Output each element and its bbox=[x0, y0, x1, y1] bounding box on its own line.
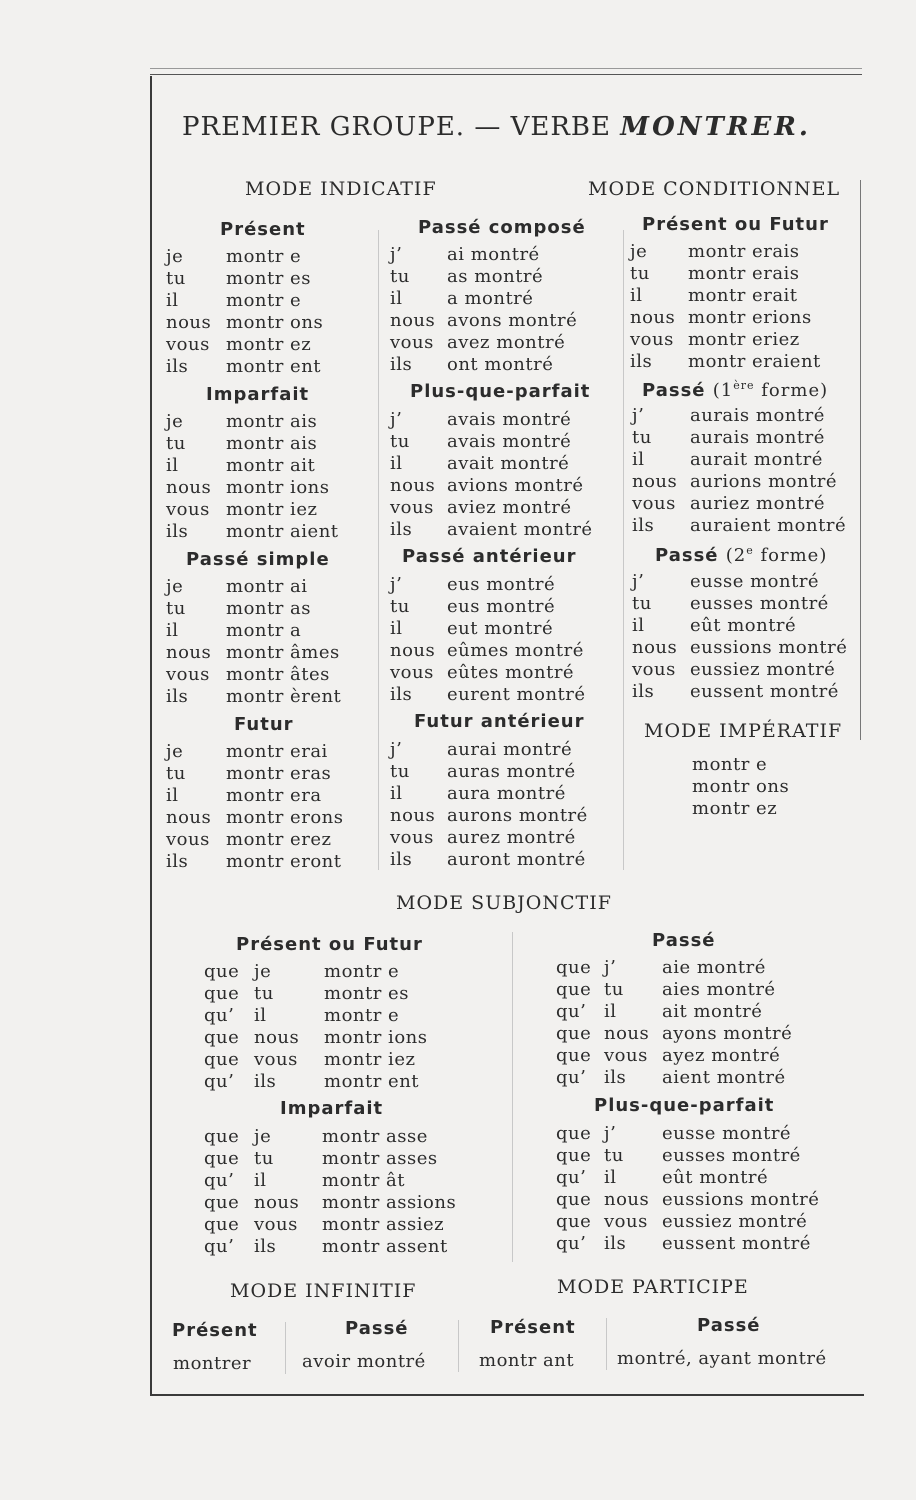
verb-form: montr ât bbox=[322, 1170, 406, 1191]
verb-form: montr eront bbox=[226, 851, 342, 872]
pronoun: nous bbox=[604, 1023, 650, 1044]
right-rule bbox=[860, 180, 861, 740]
top-rule bbox=[150, 74, 862, 75]
participe-passe-value bbox=[617, 1348, 827, 1370]
infinitif-present-label: Présent bbox=[172, 1320, 258, 1341]
passe2-note-open: (2 bbox=[725, 545, 747, 566]
page-title bbox=[182, 112, 811, 142]
pronoun: que bbox=[556, 1023, 592, 1044]
pronoun: vous bbox=[254, 1214, 298, 1235]
pronoun: il bbox=[632, 615, 645, 636]
pronoun: il bbox=[604, 1001, 617, 1022]
pronoun: nous bbox=[390, 640, 436, 661]
top-rule-thin bbox=[150, 68, 862, 69]
pronoun: tu bbox=[390, 596, 410, 617]
pronoun: il bbox=[390, 288, 403, 309]
pronoun: ils bbox=[604, 1067, 627, 1088]
tense-futur: Futur bbox=[234, 714, 294, 735]
verb-form: aurais montré bbox=[690, 405, 825, 426]
pronoun: il bbox=[390, 783, 403, 804]
mode-conditionnel-heading: MODE CONDITIONNEL bbox=[588, 178, 841, 200]
verb-form: avions montré bbox=[447, 475, 584, 496]
passe2-label: Passé bbox=[655, 545, 719, 566]
pronoun: tu bbox=[166, 268, 186, 289]
verb-form: eussions montré bbox=[690, 637, 848, 658]
verb-form: aurais montré bbox=[690, 427, 825, 448]
pronoun: tu bbox=[632, 593, 652, 614]
verb-form: eussent montré bbox=[662, 1233, 811, 1254]
pronoun: que bbox=[204, 1049, 240, 1070]
pronoun: qu’ bbox=[556, 1233, 587, 1254]
tense-passe-conditionnel-1 bbox=[642, 379, 828, 401]
pronoun: je bbox=[166, 246, 184, 267]
pronoun: il bbox=[390, 618, 403, 639]
pronoun: que bbox=[556, 1211, 592, 1232]
passe1-note-open: (1 bbox=[712, 380, 734, 401]
verb-form: avez montré bbox=[447, 332, 566, 353]
verb-form: ai montré bbox=[447, 244, 540, 265]
verb-form: montr es bbox=[226, 268, 311, 289]
pronoun: j’ bbox=[390, 244, 403, 265]
pronoun: il bbox=[390, 453, 403, 474]
verb-form: montr e bbox=[226, 290, 302, 311]
pronoun: que bbox=[204, 961, 240, 982]
pronoun: il bbox=[166, 785, 179, 806]
pronoun: que bbox=[204, 1148, 240, 1169]
pronoun: qu’ bbox=[204, 1005, 235, 1026]
pronoun: ils bbox=[604, 1233, 627, 1254]
column-divider-2 bbox=[623, 230, 624, 870]
verb-form: avais montré bbox=[447, 409, 572, 430]
pronoun: tu bbox=[604, 1145, 624, 1166]
pronoun: ils bbox=[390, 849, 413, 870]
pronoun: je bbox=[166, 576, 184, 597]
verb-form: montr asse bbox=[322, 1126, 428, 1147]
column-divider-1 bbox=[378, 230, 379, 870]
pronoun: vous bbox=[604, 1211, 648, 1232]
pronoun: que bbox=[204, 983, 240, 1004]
verb-form: auraient montré bbox=[690, 515, 847, 536]
pronoun: ils bbox=[166, 686, 189, 707]
verb-form: montr erez bbox=[226, 829, 332, 850]
mode-indicatif-heading: MODE INDICATIF bbox=[245, 178, 437, 200]
pronoun: il bbox=[166, 620, 179, 641]
pronoun: j’ bbox=[390, 409, 403, 430]
pronoun: tu bbox=[254, 983, 274, 1004]
mode-subjonctif-heading: MODE SUBJONCTIF bbox=[396, 892, 612, 914]
verb-form: auriez montré bbox=[690, 493, 826, 514]
verb-form: aurons montré bbox=[447, 805, 588, 826]
verb-form: montr asses bbox=[322, 1148, 438, 1169]
pronoun: ils bbox=[166, 521, 189, 542]
tense-plus-que-parfait-indicatif: Plus-que-parfait bbox=[410, 381, 591, 402]
title-verb: MONTRER. bbox=[620, 112, 811, 142]
infinitif-passe-text: avoir montré bbox=[302, 1351, 426, 1372]
verb-form: montr erons bbox=[226, 807, 344, 828]
passe1-note-close: forme) bbox=[754, 380, 829, 401]
verb-form: ayez montré bbox=[662, 1045, 781, 1066]
pronoun: il bbox=[630, 285, 643, 306]
tense-passe-subjonctif: Passé bbox=[652, 930, 716, 951]
verb-form: eussiez montré bbox=[662, 1211, 808, 1232]
verb-form: montr eriez bbox=[688, 329, 800, 350]
pronoun: vous bbox=[166, 829, 210, 850]
verb-form: montr erai bbox=[226, 741, 328, 762]
pronoun: nous bbox=[390, 310, 436, 331]
verb-form: aies montré bbox=[662, 979, 776, 1000]
verb-form: eûmes montré bbox=[447, 640, 584, 661]
pronoun: tu bbox=[254, 1148, 274, 1169]
verb-form: montr erions bbox=[688, 307, 812, 328]
pronoun: que bbox=[556, 1045, 592, 1066]
verb-form: montr ons bbox=[226, 312, 324, 333]
verb-form: eusse montré bbox=[690, 571, 820, 592]
verb-form: montr ais bbox=[226, 433, 318, 454]
verb-form: montr ions bbox=[226, 477, 330, 498]
pronoun: nous bbox=[604, 1189, 650, 1210]
pronoun: vous bbox=[166, 334, 210, 355]
verb-form: montr a bbox=[226, 620, 302, 641]
pronoun: ils bbox=[254, 1236, 277, 1257]
participe-passe-label: Passé bbox=[697, 1315, 761, 1336]
verb-form: eût montré bbox=[690, 615, 797, 636]
verb-form: montr assent bbox=[322, 1236, 448, 1257]
participe-passe-text: montré, ayant montré bbox=[617, 1348, 827, 1369]
passe2-note-sup: e bbox=[746, 544, 754, 557]
participe-present-text: montr ant bbox=[479, 1350, 575, 1371]
pronoun: nous bbox=[632, 637, 678, 658]
verb-form: montr erais bbox=[688, 263, 800, 284]
verb-form: eut montré bbox=[447, 618, 554, 639]
tense-imparfait-indicatif: Imparfait bbox=[206, 384, 310, 405]
pronoun: que bbox=[556, 1145, 592, 1166]
verb-form: montr iez bbox=[324, 1049, 416, 1070]
verb-form: montr es bbox=[324, 983, 409, 1004]
pronoun: nous bbox=[166, 477, 212, 498]
verb-form: ont montré bbox=[447, 354, 554, 375]
verb-form: eusses montré bbox=[662, 1145, 801, 1166]
verb-form: eusses montré bbox=[690, 593, 829, 614]
verb-form: montr ent bbox=[226, 356, 322, 377]
pronoun: il bbox=[254, 1005, 267, 1026]
verb-form: eurent montré bbox=[447, 684, 586, 705]
verb-form: a montré bbox=[447, 288, 534, 309]
verb-form: eussiez montré bbox=[690, 659, 836, 680]
pronoun: il bbox=[604, 1167, 617, 1188]
verb-form: aura montré bbox=[447, 783, 566, 804]
verb-form: montr ai bbox=[226, 576, 308, 597]
pronoun: tu bbox=[630, 263, 650, 284]
pronoun: ils bbox=[166, 356, 189, 377]
pronoun: je bbox=[254, 961, 272, 982]
pronoun: tu bbox=[390, 266, 410, 287]
pronoun: qu’ bbox=[204, 1071, 235, 1092]
pronoun: j’ bbox=[604, 957, 617, 978]
verb-form: aurait montré bbox=[690, 449, 823, 470]
bottom-divider-2 bbox=[458, 1320, 459, 1372]
verb-form: montr ais bbox=[226, 411, 318, 432]
pronoun: j’ bbox=[632, 571, 645, 592]
pronoun: que bbox=[556, 1123, 592, 1144]
verb-form: aient montré bbox=[662, 1067, 786, 1088]
pronoun: nous bbox=[390, 805, 436, 826]
pronoun: j’ bbox=[604, 1123, 617, 1144]
pronoun: je bbox=[166, 411, 184, 432]
pronoun: tu bbox=[604, 979, 624, 1000]
pronoun: vous bbox=[632, 493, 676, 514]
verb-form: eût montré bbox=[662, 1167, 769, 1188]
verb-form: montr âmes bbox=[226, 642, 340, 663]
pronoun: je bbox=[166, 741, 184, 762]
verb-form: avaient montré bbox=[447, 519, 593, 540]
verb-form: avons montré bbox=[447, 310, 578, 331]
pronoun: ils bbox=[254, 1071, 277, 1092]
pronoun: qu’ bbox=[556, 1067, 587, 1088]
pronoun: il bbox=[166, 455, 179, 476]
verb-form: montr âtes bbox=[226, 664, 330, 685]
pronoun: vous bbox=[390, 662, 434, 683]
verb-form: montr assiez bbox=[322, 1214, 445, 1235]
pronoun: qu’ bbox=[204, 1170, 235, 1191]
pronoun: que bbox=[204, 1126, 240, 1147]
pronoun: nous bbox=[166, 807, 212, 828]
pronoun: nous bbox=[630, 307, 676, 328]
verb-form: montr ions bbox=[324, 1027, 428, 1048]
verb-form: eussions montré bbox=[662, 1189, 820, 1210]
verb-form: as montré bbox=[447, 266, 544, 287]
tense-passe-simple: Passé simple bbox=[186, 549, 330, 570]
verb-form: avait montré bbox=[447, 453, 570, 474]
pronoun: je bbox=[254, 1126, 272, 1147]
mode-infinitif-heading: MODE INFINITIF bbox=[230, 1280, 417, 1302]
pronoun: vous bbox=[390, 332, 434, 353]
verb-form: aurai montré bbox=[447, 739, 573, 760]
infinitif-passe-label: Passé bbox=[345, 1318, 409, 1339]
pronoun: vous bbox=[632, 659, 676, 680]
pronoun: ils bbox=[632, 515, 655, 536]
verb-form: montr aient bbox=[226, 521, 339, 542]
verb-form: eus montré bbox=[447, 596, 556, 617]
verb-form: montr ez bbox=[226, 334, 312, 355]
pronoun: que bbox=[556, 1189, 592, 1210]
infinitif-passe-value bbox=[302, 1351, 426, 1373]
infinitif-present-text: montrer bbox=[173, 1353, 252, 1374]
pronoun: vous bbox=[254, 1049, 298, 1070]
verb-form: eusse montré bbox=[662, 1123, 792, 1144]
column-divider-subjonctif bbox=[512, 932, 513, 1262]
pronoun: tu bbox=[166, 763, 186, 784]
tense-present-conditionnel: Présent ou Futur bbox=[642, 214, 829, 235]
pronoun: tu bbox=[390, 431, 410, 452]
verb-form: montr era bbox=[226, 785, 322, 806]
pronoun: que bbox=[556, 979, 592, 1000]
pronoun: nous bbox=[166, 312, 212, 333]
pronoun: nous bbox=[390, 475, 436, 496]
pronoun: nous bbox=[632, 471, 678, 492]
verb-form: montr ait bbox=[226, 455, 316, 476]
verb-form: eussent montré bbox=[690, 681, 839, 702]
pronoun: tu bbox=[632, 427, 652, 448]
verb-form: montr e bbox=[324, 1005, 400, 1026]
pronoun: vous bbox=[390, 827, 434, 848]
verb-form: montr assions bbox=[322, 1192, 457, 1213]
verb-form: montr as bbox=[226, 598, 312, 619]
verb-form: eûtes montré bbox=[447, 662, 575, 683]
verb-form: aurez montré bbox=[447, 827, 576, 848]
tense-passe-compose: Passé composé bbox=[418, 217, 586, 238]
verb-form: ait montré bbox=[662, 1001, 763, 1022]
verb-form: avais montré bbox=[447, 431, 572, 452]
pronoun: nous bbox=[254, 1027, 300, 1048]
pronoun: il bbox=[166, 290, 179, 311]
pronoun: que bbox=[556, 957, 592, 978]
pronoun: nous bbox=[166, 642, 212, 663]
pronoun: vous bbox=[390, 497, 434, 518]
title-main: PREMIER GROUPE. — VERBE bbox=[182, 112, 612, 142]
verb-form: auras montré bbox=[447, 761, 576, 782]
verb-form: auront montré bbox=[447, 849, 586, 870]
verb-form: montr ent bbox=[324, 1071, 420, 1092]
pronoun: qu’ bbox=[556, 1001, 587, 1022]
pronoun: ils bbox=[166, 851, 189, 872]
verb-form: montr erais bbox=[688, 241, 800, 262]
pronoun: j’ bbox=[390, 739, 403, 760]
pronoun: qu’ bbox=[556, 1167, 587, 1188]
pronoun: ils bbox=[630, 351, 653, 372]
tense-passe-conditionnel-2 bbox=[655, 544, 827, 566]
pronoun: il bbox=[254, 1170, 267, 1191]
tense-plus-que-parfait-subjonctif: Plus-que-parfait bbox=[594, 1095, 775, 1116]
pronoun: ils bbox=[390, 354, 413, 375]
tense-present-subjonctif: Présent ou Futur bbox=[236, 934, 423, 955]
pronoun: que bbox=[204, 1192, 240, 1213]
verb-form: montr erait bbox=[688, 285, 798, 306]
mode-imperatif-heading: MODE IMPÉRATIF bbox=[644, 720, 843, 742]
verb-form: ayons montré bbox=[662, 1023, 793, 1044]
passe1-note-sup: ère bbox=[733, 379, 755, 392]
tense-present-indicatif: Présent bbox=[220, 219, 306, 240]
pronoun: je bbox=[630, 241, 648, 262]
pronoun: vous bbox=[166, 664, 210, 685]
infinitif-present-value bbox=[173, 1353, 251, 1375]
verb-form: montr e bbox=[226, 246, 302, 267]
verb-form: aurions montré bbox=[690, 471, 838, 492]
pronoun: tu bbox=[166, 598, 186, 619]
passe2-note-close: forme) bbox=[753, 545, 828, 566]
pronoun: j’ bbox=[390, 574, 403, 595]
pronoun: vous bbox=[166, 499, 210, 520]
verb-form: montr ez bbox=[692, 798, 778, 819]
pronoun: vous bbox=[630, 329, 674, 350]
pronoun: ils bbox=[632, 681, 655, 702]
pronoun: j’ bbox=[632, 405, 645, 426]
verb-form: montr e bbox=[324, 961, 400, 982]
pronoun: nous bbox=[254, 1192, 300, 1213]
pronoun: que bbox=[204, 1027, 240, 1048]
pronoun: vous bbox=[604, 1045, 648, 1066]
pronoun: tu bbox=[390, 761, 410, 782]
verb-form: montr èrent bbox=[226, 686, 342, 707]
pronoun: tu bbox=[166, 433, 186, 454]
verb-form: aviez montré bbox=[447, 497, 572, 518]
verb-form: montr ons bbox=[692, 776, 790, 797]
verb-form: montr eras bbox=[226, 763, 332, 784]
bottom-divider-3 bbox=[606, 1318, 607, 1370]
pronoun: ils bbox=[390, 519, 413, 540]
tense-futur-anterieur: Futur antérieur bbox=[414, 711, 585, 732]
verb-form: eus montré bbox=[447, 574, 556, 595]
tense-imparfait-subjonctif: Imparfait bbox=[280, 1098, 384, 1119]
mode-participe-heading: MODE PARTICIPE bbox=[557, 1276, 749, 1298]
tense-passe-anterieur: Passé antérieur bbox=[402, 546, 577, 567]
pronoun: que bbox=[204, 1214, 240, 1235]
verb-form: montr iez bbox=[226, 499, 318, 520]
pronoun: ils bbox=[390, 684, 413, 705]
participe-present-value bbox=[479, 1350, 574, 1372]
pronoun: il bbox=[632, 449, 645, 470]
participe-present-label: Présent bbox=[490, 1317, 576, 1338]
verb-form: aie montré bbox=[662, 957, 766, 978]
bottom-divider-1 bbox=[285, 1322, 286, 1374]
pronoun: qu’ bbox=[204, 1236, 235, 1257]
verb-form: montr eraient bbox=[688, 351, 821, 372]
verb-form: montr e bbox=[692, 754, 768, 775]
passe1-label: Passé bbox=[642, 380, 706, 401]
